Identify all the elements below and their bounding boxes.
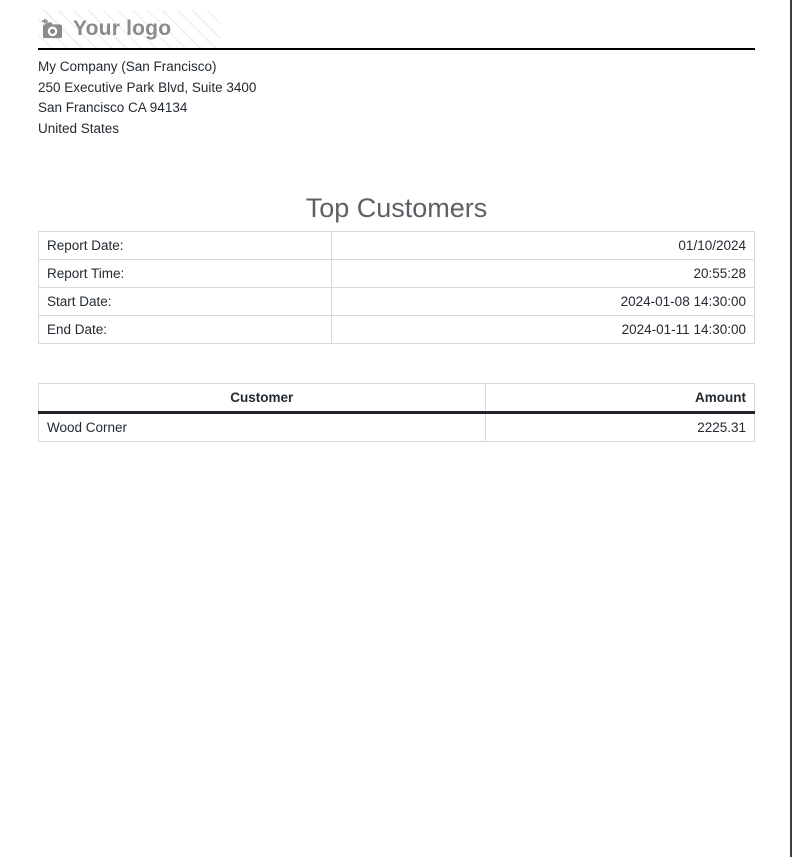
page-right-edge-line: [790, 0, 792, 857]
table-header-row: [39, 384, 755, 413]
company-country: United States: [38, 120, 120, 136]
meta-row-end-date: [39, 316, 755, 344]
report-meta-table: [38, 231, 755, 344]
report-title: Top Customers: [305, 193, 488, 223]
meta-row-report-date: [39, 232, 755, 260]
logo-text: Your logo: [73, 17, 172, 40]
meta-label: Start Date:: [39, 288, 332, 316]
meta-value: 2024-01-11 14:30:00: [331, 316, 754, 344]
report-header: [38, 0, 755, 50]
logo-placeholder: [38, 10, 220, 48]
meta-value: 01/10/2024: [331, 232, 754, 260]
company-street: 250 Executive Park Blvd, Suite 3400: [38, 79, 257, 95]
company-name: My Company (San Francisco): [38, 59, 217, 74]
meta-row-report-time: [39, 260, 755, 288]
camera-plus-icon: [41, 19, 64, 40]
customer-name-cell: Wood Corner: [39, 413, 486, 442]
meta-row-start-date: [39, 288, 755, 316]
meta-label: End Date:: [39, 316, 332, 344]
column-header-amount: Amount: [485, 384, 754, 413]
meta-label: Report Time:: [39, 260, 332, 288]
company-city: San Francisco CA 94134: [38, 100, 188, 115]
amount-cell: 2225.31: [485, 413, 754, 442]
table-row: [39, 413, 755, 442]
company-address: [38, 57, 755, 139]
column-header-customer: Customer: [39, 384, 486, 413]
meta-label: Report Date:: [39, 232, 332, 260]
meta-value: 20:55:28: [331, 260, 754, 288]
meta-value: 2024-01-08 14:30:00: [331, 288, 754, 316]
top-customers-table: [38, 383, 755, 442]
